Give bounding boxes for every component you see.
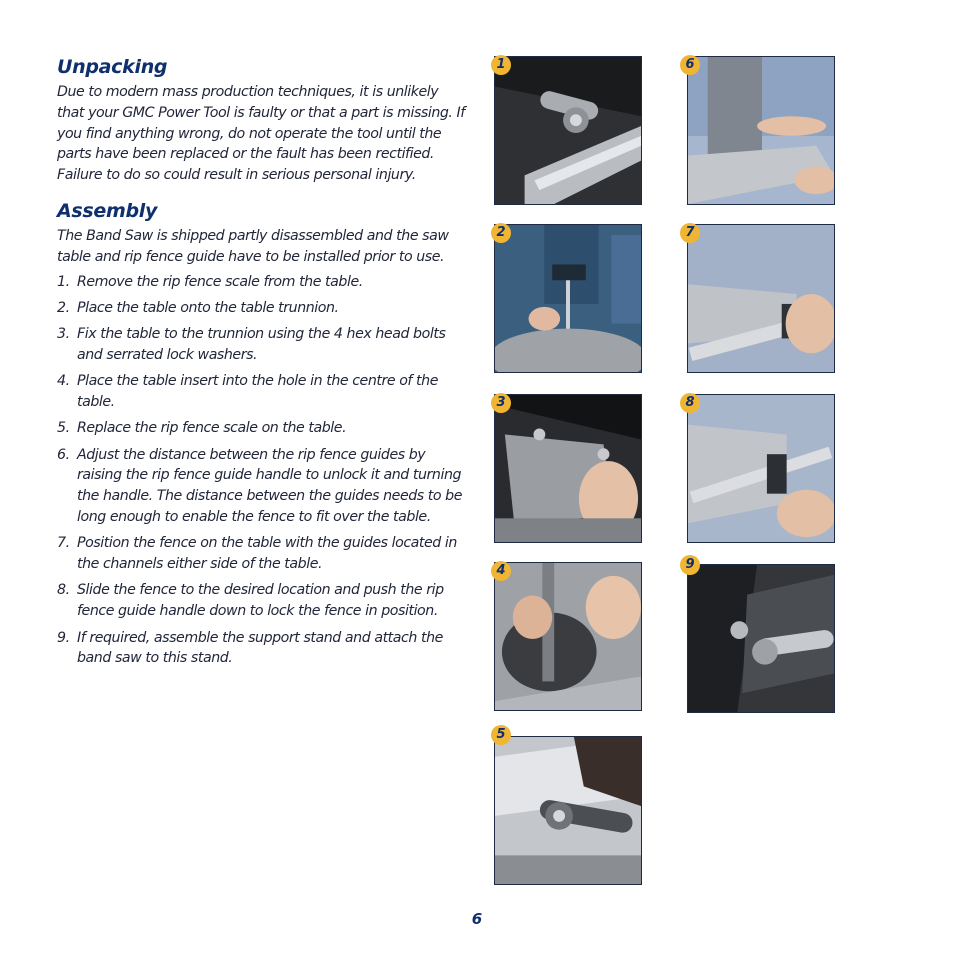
list-item bbox=[57, 580, 467, 622]
unpacking-heading: Unpacking bbox=[57, 56, 168, 78]
photo-step-7 bbox=[687, 224, 835, 373]
list-item bbox=[57, 445, 467, 528]
list-item bbox=[57, 298, 467, 319]
step-badge: 3 bbox=[491, 393, 511, 413]
step-badge: 4 bbox=[491, 561, 511, 581]
photo-step-2 bbox=[494, 224, 642, 373]
step-text: Position the fence on the table with the guides located in the channels either side of the table. bbox=[77, 535, 457, 573]
step-text: Remove the rip fence scale from the table. bbox=[77, 273, 363, 290]
photo-step-6 bbox=[687, 56, 835, 205]
step-text: Place the table onto the table trunnion. bbox=[77, 299, 339, 316]
step-badge: 2 bbox=[491, 223, 511, 243]
stand-bolt-image bbox=[688, 565, 834, 712]
list-item bbox=[57, 371, 467, 413]
photo-step-3 bbox=[494, 394, 642, 543]
step-badge: 9 bbox=[680, 555, 700, 575]
table-insert-image bbox=[495, 563, 641, 710]
step-number: 6. bbox=[57, 446, 70, 463]
step-number: 3. bbox=[57, 326, 70, 343]
photo-step-4 bbox=[494, 562, 642, 711]
step-number: 8. bbox=[57, 582, 70, 599]
step-number: 5. bbox=[57, 420, 70, 437]
rip-fence-guides-image bbox=[688, 57, 834, 204]
step-text: Slide the fence to the desired location and push the rip fence guide handle down to lock the fence in position. bbox=[77, 582, 444, 620]
photo-step-5 bbox=[494, 736, 642, 885]
step-text: Adjust the distance between the rip fence guides by raising the rip fence guide handle to unlock it and turning the handle. The distance between the guides needs to be long enough to enable the fence to fit over the table. bbox=[77, 446, 463, 526]
step-text: Replace the rip fence scale on the table. bbox=[77, 420, 347, 437]
unpacking-paragraph: Due to modern mass production techniques, it is unlikely that your GMC Power Tool is faulty or that a part is missing. If you find anything wrong, do not operate the tool until the parts have been replaced or the fault has been rectified. Failure to do so could result in serious personal injury. bbox=[57, 84, 465, 184]
step-text: Place the table insert into the hole in the centre of the table. bbox=[77, 373, 438, 411]
list-item bbox=[57, 272, 467, 293]
step-badge: 6 bbox=[680, 55, 700, 75]
step-text: Fix the table to the trunnion using the 4 hex head bolts and serrated lock washers. bbox=[77, 326, 446, 363]
step-badge: 5 bbox=[491, 725, 511, 745]
list-item bbox=[57, 628, 467, 670]
step-badge: 8 bbox=[680, 393, 700, 413]
step-text: If required, assemble the support stand and attach the band saw to this stand. bbox=[77, 629, 443, 667]
trunnion-bolts-image bbox=[495, 395, 641, 542]
assembly-steps-list bbox=[57, 272, 467, 670]
list-item bbox=[57, 324, 467, 366]
fence-lock-image bbox=[688, 395, 834, 542]
assembly-intro: The Band Saw is shipped partly disassembled and the saw table and rip fence guide have to be installed prior to use. bbox=[57, 227, 449, 265]
step-number: 1. bbox=[57, 273, 70, 290]
page-number: 6 bbox=[471, 910, 483, 928]
step-badge: 1 bbox=[491, 55, 511, 75]
text-column bbox=[57, 56, 467, 675]
scale-wrench-image bbox=[495, 737, 641, 884]
step-number: 7. bbox=[57, 535, 70, 552]
wrench-under-table-image bbox=[495, 57, 641, 204]
blade-guide-image bbox=[495, 225, 641, 372]
list-item bbox=[57, 418, 467, 439]
step-number: 4. bbox=[57, 373, 70, 390]
photo-step-9 bbox=[687, 564, 835, 713]
step-badge: 7 bbox=[680, 223, 700, 243]
list-item bbox=[57, 533, 467, 575]
photo-step-8 bbox=[687, 394, 835, 543]
step-number: 9. bbox=[57, 629, 70, 646]
step-number: 2. bbox=[57, 299, 70, 316]
assembly-heading: Assembly bbox=[57, 199, 158, 222]
fence-position-image bbox=[688, 225, 834, 372]
photo-step-1 bbox=[494, 56, 642, 205]
